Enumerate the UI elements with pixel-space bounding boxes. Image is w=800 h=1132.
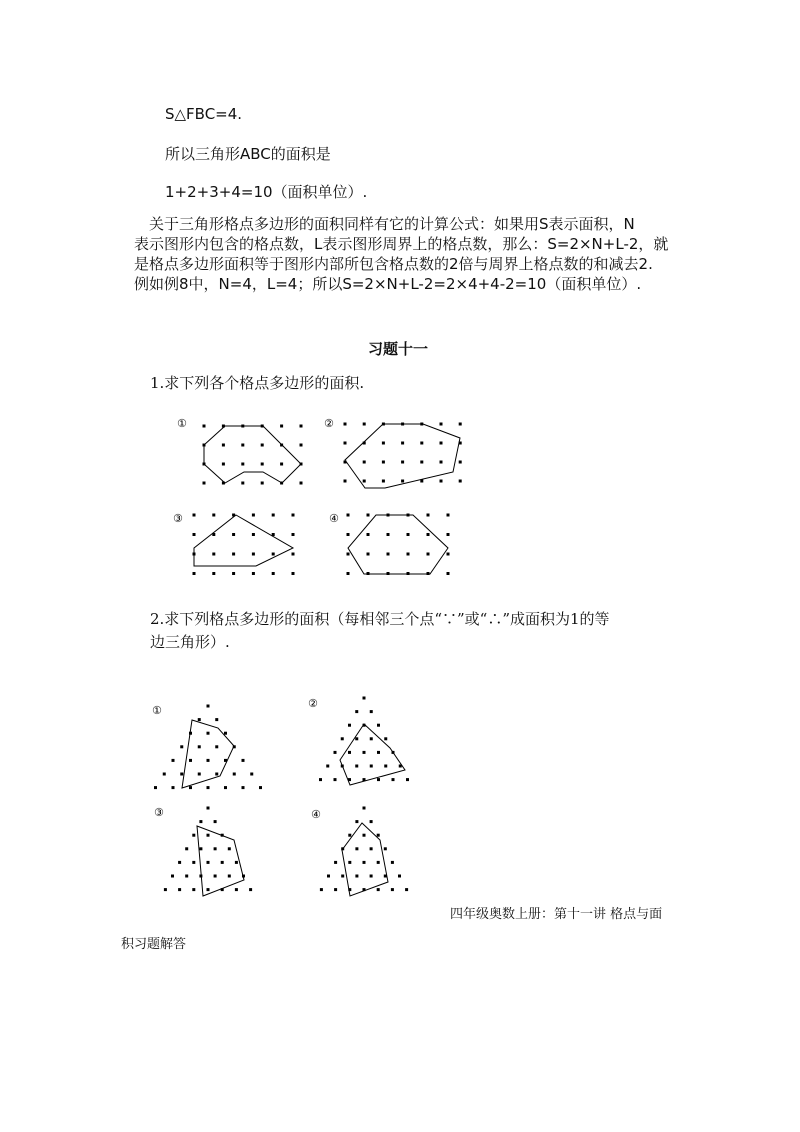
- grid-dot: [348, 724, 351, 727]
- grid-dot: [347, 553, 350, 556]
- grid-dot: [334, 778, 337, 781]
- grid-dot: [347, 514, 350, 517]
- grid-dot: [207, 759, 210, 762]
- grid-dot: [249, 888, 252, 891]
- paragraph-line: 是格点多边形面积等于图形内部所包含格点数的2倍与周界上格点数的和减去2.: [134, 255, 653, 273]
- grid-dot: [300, 482, 303, 485]
- grid-dot: [401, 480, 404, 483]
- grid-dot: [440, 461, 443, 464]
- grid-dot: [447, 533, 450, 536]
- grid-dot: [427, 514, 430, 517]
- grid-dot: [384, 765, 387, 768]
- grid-polygon: [345, 424, 460, 488]
- grid-dot: [334, 888, 337, 891]
- grid-dot: [259, 786, 262, 789]
- grid-dot: [407, 533, 410, 536]
- triangle-grid-figure-3: [154, 806, 252, 896]
- grid-dot: [280, 463, 283, 466]
- grid-dot: [189, 759, 192, 762]
- grid-dot: [370, 875, 373, 878]
- paragraph-line: 关于三角形格点多边形的面积同样有它的计算公式：如果用S表示面积，N: [134, 215, 635, 233]
- grid-dot: [154, 786, 157, 789]
- question-2-line-1: 2.求下列格点多边形的面积（每相邻三个点“∵”或“∴”成面积为1的等: [150, 610, 610, 628]
- grid-dot: [344, 442, 347, 445]
- grid-dot: [261, 482, 264, 485]
- grid-dot: [363, 861, 366, 864]
- grid-dot: [172, 759, 175, 762]
- grid-dot: [391, 888, 394, 891]
- grid-dot: [377, 778, 380, 781]
- grid-dot: [355, 820, 358, 823]
- grid-polygon: [204, 426, 301, 483]
- grid-dot: [228, 875, 231, 878]
- grid-dot: [193, 514, 196, 517]
- figure-label: ④: [311, 808, 321, 821]
- grid-dot: [440, 423, 443, 426]
- grid-dot: [292, 514, 295, 517]
- grid-dot: [355, 737, 358, 740]
- grid-dot: [377, 861, 380, 864]
- grid-dot: [384, 847, 387, 850]
- grid-dot: [203, 425, 206, 428]
- grid-dot: [272, 572, 275, 575]
- grid-dot: [172, 786, 175, 789]
- grid-dot: [212, 514, 215, 517]
- grid-dot: [387, 553, 390, 556]
- line-area-intro: 所以三角形ABC的面积是: [165, 145, 331, 163]
- grid-dot: [347, 533, 350, 536]
- grid-dot: [212, 572, 215, 575]
- grid-dot: [320, 888, 323, 891]
- grid-dot: [221, 861, 224, 864]
- grid-dot: [164, 888, 167, 891]
- grid-dot: [327, 875, 330, 878]
- grid-dot: [198, 745, 201, 748]
- grid-dot: [178, 861, 181, 864]
- grid-dot: [185, 875, 188, 878]
- grid-dot: [347, 572, 350, 575]
- grid-dot: [367, 533, 370, 536]
- grid-dot: [212, 553, 215, 556]
- grid-dot: [252, 572, 255, 575]
- grid-dot: [420, 461, 423, 464]
- grid-dot: [207, 705, 210, 708]
- grid-dot: [292, 553, 295, 556]
- grid-dot: [252, 553, 255, 556]
- grid-dot: [261, 463, 264, 466]
- grid-dot: [326, 765, 329, 768]
- figure-label: ③: [154, 806, 164, 819]
- grid-dot: [334, 861, 337, 864]
- grid-dot: [272, 514, 275, 517]
- grid-dot: [199, 847, 202, 850]
- grid-dot: [377, 724, 380, 727]
- figure-label: ②: [308, 697, 318, 710]
- grid-dot: [207, 807, 210, 810]
- grid-dot: [348, 751, 351, 754]
- line-s-fbc: S△FBC=4.: [165, 105, 243, 123]
- grid-dot: [363, 423, 366, 426]
- question-2-line-2: 边三角形）.: [150, 633, 230, 651]
- grid-dot: [427, 553, 430, 556]
- grid-dot: [440, 480, 443, 483]
- grid-dot: [319, 778, 322, 781]
- grid-dot: [300, 444, 303, 447]
- grid-dot: [382, 461, 385, 464]
- line-area-result: 1+2+3+4=10（面积单位）.: [165, 183, 368, 201]
- grid-dot: [241, 444, 244, 447]
- grid-dot: [405, 888, 408, 891]
- grid-dot: [280, 425, 283, 428]
- grid-dot: [348, 861, 351, 864]
- grid-dot: [341, 875, 344, 878]
- footer-line-1: 四年级奥数上册：第十一讲 格点与面: [450, 907, 663, 922]
- grid-dot: [215, 773, 218, 776]
- grid-dot: [363, 834, 366, 837]
- grid-dot: [252, 514, 255, 517]
- grid-dot: [232, 553, 235, 556]
- square-grid-figure-3: [173, 512, 295, 575]
- grid-dot: [363, 751, 366, 754]
- grid-dot: [235, 888, 238, 891]
- grid-dot: [384, 737, 387, 740]
- paragraph-line: 表示图形内包含的格点数，L表示图形周界上的格点数，那么：S=2×N+L-2，就: [134, 235, 669, 253]
- grid-dot: [207, 861, 210, 864]
- grid-dot: [377, 888, 380, 891]
- grid-dot: [193, 572, 196, 575]
- grid-dot: [207, 786, 210, 789]
- grid-dot: [391, 861, 394, 864]
- grid-dot: [348, 834, 351, 837]
- grid-dot: [382, 442, 385, 445]
- grid-dot: [207, 888, 210, 891]
- grid-dot: [272, 553, 275, 556]
- grid-dot: [406, 778, 409, 781]
- grid-dot: [242, 759, 245, 762]
- grid-dot: [292, 572, 295, 575]
- grid-dot: [193, 533, 196, 536]
- grid-dot: [401, 442, 404, 445]
- grid-dot: [370, 847, 373, 850]
- grid-dot: [232, 572, 235, 575]
- grid-dot: [392, 778, 395, 781]
- grid-dot: [420, 442, 423, 445]
- grid-dot: [363, 807, 366, 810]
- grid-dot: [363, 480, 366, 483]
- grid-dot: [355, 875, 358, 878]
- paragraph-line: 例如例8中，N=4，L=4；所以S=2×N+L-2=2×4+4-2=10（面积单位）.: [134, 275, 642, 293]
- square-grid-figure-2: [324, 417, 462, 488]
- grid-dot: [370, 820, 373, 823]
- grid-dot: [447, 514, 450, 517]
- grid-dot: [207, 834, 210, 837]
- grid-dot: [192, 861, 195, 864]
- grid-dot: [407, 553, 410, 556]
- grid-dot: [367, 553, 370, 556]
- grid-dot: [355, 710, 358, 713]
- grid-dot: [215, 745, 218, 748]
- square-grid-figure-4: [329, 512, 450, 575]
- grid-dot: [355, 847, 358, 850]
- grid-dot: [192, 888, 195, 891]
- section-title: 习题十一: [368, 340, 429, 358]
- grid-dot: [242, 786, 245, 789]
- question-1: 1.求下列各个格点多边形的面积.: [150, 374, 365, 392]
- grid-dot: [427, 533, 430, 536]
- figure-label: ①: [177, 417, 187, 430]
- grid-dot: [363, 697, 366, 700]
- grid-dot: [180, 745, 183, 748]
- triangle-grid-figure-2: [308, 697, 409, 786]
- figure-label: ②: [324, 417, 334, 430]
- grid-dot: [214, 820, 217, 823]
- grid-dot: [363, 461, 366, 464]
- figure-label: ①: [152, 704, 162, 717]
- grid-dot: [344, 423, 347, 426]
- triangle-grid-figure-4: [311, 807, 408, 897]
- footer-line-2: 积习题解答: [121, 937, 187, 952]
- grid-dot: [447, 572, 450, 575]
- grid-dot: [198, 773, 201, 776]
- grid-dot: [292, 533, 295, 536]
- grid-dot: [370, 710, 373, 713]
- grid-dot: [180, 773, 183, 776]
- grid-dot: [440, 442, 443, 445]
- grid-dot: [459, 480, 462, 483]
- grid-dot: [370, 765, 373, 768]
- grid-dot: [459, 461, 462, 464]
- grid-dot: [344, 480, 347, 483]
- grid-dot: [401, 461, 404, 464]
- grid-polygon: [182, 720, 234, 788]
- grid-dot: [199, 820, 202, 823]
- grid-dot: [252, 533, 255, 536]
- grid-polygon: [340, 724, 405, 785]
- grid-dot: [341, 737, 344, 740]
- triangle-grid-figure-1: [152, 704, 262, 789]
- grid-dot: [367, 514, 370, 517]
- grid-dot: [370, 737, 373, 740]
- grid-dot: [222, 463, 225, 466]
- grid-dot: [261, 444, 264, 447]
- grid-dot: [171, 875, 174, 878]
- grid-dot: [198, 718, 201, 721]
- grid-dot: [355, 765, 358, 768]
- grid-polygon: [194, 515, 293, 566]
- grid-dot: [163, 773, 166, 776]
- grid-dot: [215, 718, 218, 721]
- grid-dot: [300, 425, 303, 428]
- grid-dot: [224, 786, 227, 789]
- grid-dot: [447, 553, 450, 556]
- grid-dot: [207, 732, 210, 735]
- grid-dot: [192, 834, 195, 837]
- grid-dot: [189, 786, 192, 789]
- grid-dot: [334, 751, 337, 754]
- grid-dot: [233, 773, 236, 776]
- grid-dot: [203, 482, 206, 485]
- square-grid-figure-1: [177, 417, 303, 485]
- grid-dot: [382, 480, 385, 483]
- grid-dot: [214, 847, 217, 850]
- grid-dot: [459, 423, 462, 426]
- grid-dot: [214, 875, 217, 878]
- grid-dot: [222, 444, 225, 447]
- figure-label: ③: [173, 512, 183, 525]
- grid-dot: [224, 732, 227, 735]
- grid-dot: [377, 834, 380, 837]
- grid-dot: [250, 773, 253, 776]
- grid-dot: [387, 533, 390, 536]
- grid-dot: [178, 888, 181, 891]
- grid-dot: [241, 482, 244, 485]
- figure-label: ④: [329, 512, 339, 525]
- grid-dot: [185, 847, 188, 850]
- grid-polygon: [348, 515, 448, 574]
- grid-dot: [235, 861, 238, 864]
- grid-dot: [398, 875, 401, 878]
- grid-dot: [377, 751, 380, 754]
- grid-dot: [232, 533, 235, 536]
- grid-dot: [241, 463, 244, 466]
- grid-dot: [228, 847, 231, 850]
